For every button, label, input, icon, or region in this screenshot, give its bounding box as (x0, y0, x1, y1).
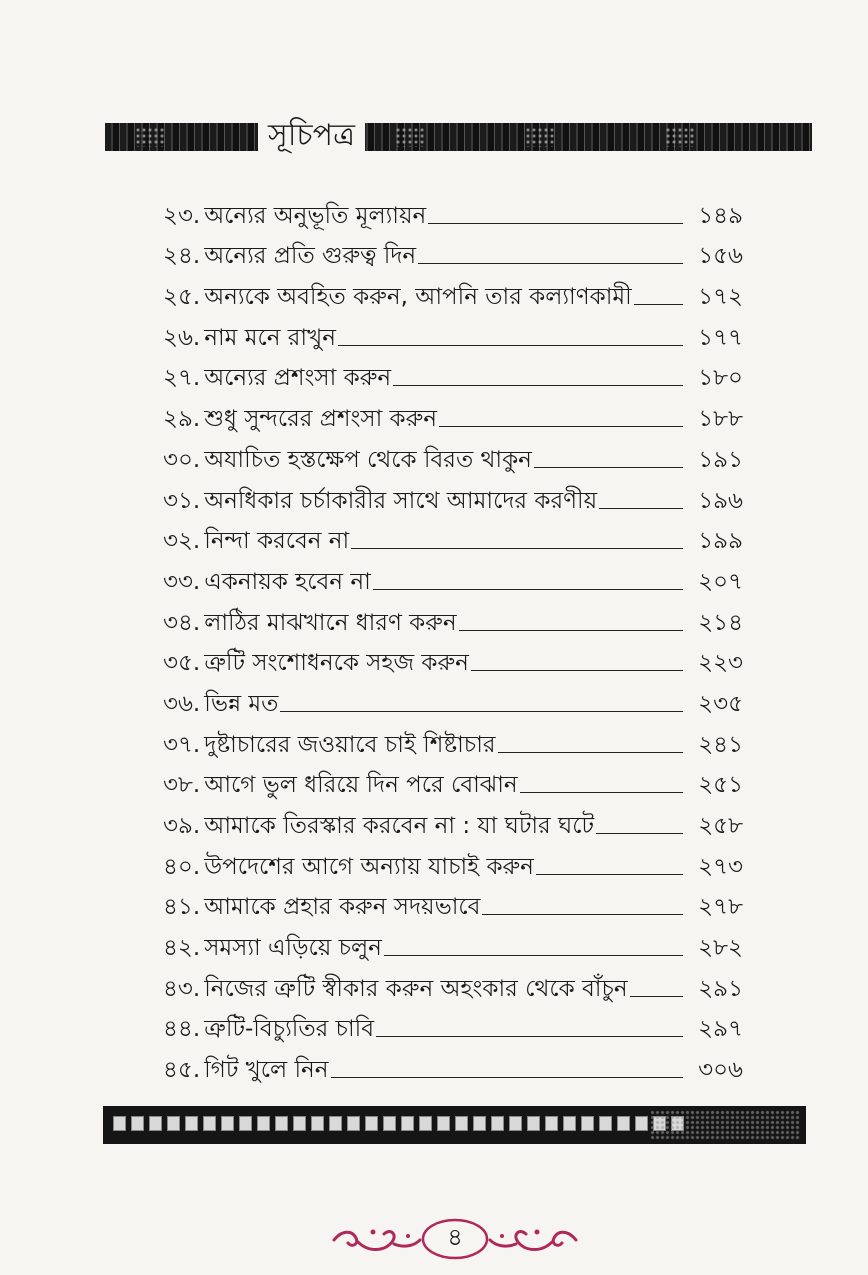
toc-entry (163, 963, 743, 1004)
toc-leader-line (599, 508, 683, 509)
toc-entry-title: নিজের ত্রুটি স্বীকার করুন অহংকার থেকে বাঁচুন (204, 975, 628, 1002)
toc-leader-line (338, 345, 683, 346)
footer-square-ornament (131, 1116, 144, 1131)
footer-square-ornament (203, 1116, 216, 1131)
toc-entry-page: ২৪১ (698, 731, 743, 758)
toc-entry-page: ২৫৮ (698, 813, 743, 839)
toc-leader-line (536, 874, 683, 875)
toc-entry-number: ৩৪. (163, 609, 201, 636)
toc-entry-page: ১৯৬ (698, 487, 743, 514)
toc-leader-line (373, 589, 683, 590)
toc-entry-title: নিন্দা করবেন না (204, 528, 350, 555)
footer-square-ornament (365, 1116, 378, 1131)
toc-entry (163, 190, 743, 231)
toc-leader-line (376, 1036, 683, 1037)
toc-entry-number: ৪৪. (163, 1016, 201, 1043)
toc-entry-number: ২৩. (163, 202, 201, 229)
footer-square-ornament (581, 1116, 594, 1131)
toc-entry (163, 271, 743, 312)
toc-entry-page: ২১৪ (698, 609, 743, 636)
toc-entry-title: দুষ্টাচারের জওয়াবে চাই শিষ্টাচার (204, 731, 496, 758)
toc-entry (163, 1004, 743, 1045)
toc-leader-line (520, 792, 683, 793)
footer-square-ornament (401, 1116, 414, 1131)
toc-entry-title: অন্যের প্রশংসা করুন (204, 365, 392, 392)
toc-entry-title: অন্যের অনুভূতি মূল্যায়ন (204, 202, 427, 229)
toc-leader-line (459, 630, 683, 631)
footer-decorative-band (103, 1106, 806, 1144)
toc-leader-line (418, 263, 683, 264)
toc-entry-number: ৩৬. (163, 690, 201, 717)
toc-entry-number: ২৯. (163, 406, 201, 433)
toc-entry-page: ১৭৭ (698, 324, 743, 351)
toc-leader-line (498, 752, 683, 753)
toc-entry-title: আমাকে তিরস্কার করবেন না : যা ঘটার ঘটে (204, 813, 594, 839)
toc-entry-number: ২৪. (163, 243, 201, 270)
footer-square-ornament (527, 1116, 540, 1131)
toc-entry (163, 475, 743, 516)
footer-square-ornament (185, 1116, 198, 1131)
footer-square-ornament (617, 1116, 630, 1131)
footer-square-ornament (383, 1116, 396, 1131)
toc-leader-line (534, 467, 683, 468)
toc-entry-page: ২৭৩ (698, 853, 743, 880)
page-title: সূচিপত্র (258, 114, 365, 158)
toc-entry (163, 841, 743, 882)
footer-square-ornament (545, 1116, 558, 1131)
toc-entry (163, 800, 743, 841)
toc-entry-number: ৩৮. (163, 772, 201, 799)
toc-entry (163, 760, 743, 801)
toc-entry-page: ৩০৬ (698, 1057, 743, 1084)
toc-entry-page: ২২৩ (698, 650, 743, 677)
footer-square-ornament (329, 1116, 342, 1131)
toc-entry (163, 231, 743, 272)
toc-entry (163, 516, 743, 557)
toc-entry-page: ১৭২ (698, 284, 743, 311)
toc-entry-title: অযাচিত হস্তক্ষেপ থেকে বিরত থাকুন (204, 446, 532, 473)
toc-entry-number: ৩৩. (163, 568, 201, 595)
toc-entry (163, 638, 743, 679)
footer-square-ornament (347, 1116, 360, 1131)
footer-square-ornament (221, 1116, 234, 1131)
toc-entry-title: শুধু সুন্দরের প্রশংসা করুন (204, 406, 438, 433)
footer-square-ornament (419, 1116, 432, 1131)
toc-entry-page: ১৯৯ (698, 528, 743, 555)
footer-square-ornament (257, 1116, 270, 1131)
toc-entry-page: ২৮২ (698, 935, 743, 962)
toc-entry-number: ৩০. (163, 446, 201, 473)
toc-entry-page: ২০৭ (698, 568, 743, 595)
toc-entry (163, 393, 743, 434)
footer-square-ornament (167, 1116, 180, 1131)
toc-entry-page: ১৮৮ (698, 406, 743, 433)
footer-square-ornament (563, 1116, 576, 1131)
toc-leader-line (280, 711, 683, 712)
toc-leader-line (471, 670, 683, 671)
toc-leader-line (384, 955, 683, 956)
toc-leader-line (630, 996, 683, 997)
toc-entry (163, 312, 743, 353)
toc-leader-line (351, 548, 683, 549)
footer-square-ornament (635, 1116, 648, 1131)
toc-entry-number: ৪১. (163, 894, 201, 921)
toc-entry-number: ৩২. (163, 528, 201, 555)
toc-leader-line (482, 914, 683, 915)
toc-leader-line (634, 304, 683, 305)
toc-leader-line (596, 833, 683, 834)
toc-leader-line (331, 1077, 684, 1078)
toc-entry-title: নাম মনে রাখুন (204, 324, 336, 351)
toc-entry-page: ১৯১ (698, 446, 743, 473)
footer-square-ornament (455, 1116, 468, 1131)
toc-entry (163, 1044, 743, 1085)
footer-square-ornament (239, 1116, 252, 1131)
toc-entry-title: আগে ভুল ধরিয়ে দিন পরে বোঝান (204, 772, 518, 799)
footer-square-ornament (113, 1116, 126, 1131)
toc-entry-page: ২৯১ (698, 975, 743, 1002)
toc-entry (163, 353, 743, 394)
toc-entry-title: ত্রুটি-বিচ্যুতির চাবি (204, 1016, 375, 1043)
toc-entry (163, 882, 743, 923)
toc-entry-page: ২৩৫ (698, 690, 743, 717)
toc-entry-number: ২৬. (163, 324, 201, 351)
toc-entry-title: অন্যের প্রতি গুরুত্ব দিন (204, 243, 417, 270)
toc-entry-number: ৩৫. (163, 650, 201, 677)
toc-entry (163, 922, 743, 963)
footer-square-ornament (509, 1116, 522, 1131)
footer-square-ornament (311, 1116, 324, 1131)
toc-entry-number: ৪২. (163, 935, 201, 962)
footer-square-ornament (437, 1116, 450, 1131)
toc-entry-title: অন্যকে অবহিত করুন, আপনি তার কল্যাণকামী (204, 284, 632, 311)
toc-entry (163, 434, 743, 475)
toc-entry-number: ৩১. (163, 487, 201, 514)
footer-square-ornament (491, 1116, 504, 1131)
toc-entry-title: গিট খুলে নিন (204, 1057, 329, 1084)
toc-entry-page: ২৭৮ (698, 894, 743, 921)
toc-entry (163, 719, 743, 760)
toc-entry-number: ৪৫. (163, 1057, 201, 1084)
footer-square-ornament (149, 1116, 162, 1131)
toc-entry (163, 597, 743, 638)
toc-entry-number: ৪৩. (163, 975, 201, 1002)
toc-entry-number: ৩৭. (163, 731, 201, 758)
toc-entry (163, 678, 743, 719)
toc-leader-line (439, 426, 683, 427)
toc-entry-title: আমাকে প্রহার করুন সদয়ভাবে (204, 894, 481, 921)
toc-entry-number: ২৫. (163, 284, 201, 311)
toc-entry-number: ৪০. (163, 853, 201, 880)
toc-entry-number: ২৭. (163, 365, 201, 392)
toc-entry-title: ভিন্ন মত (204, 690, 279, 717)
toc-entry-title: অনধিকার চর্চাকারীর সাথে আমাদের করণীয় (204, 487, 598, 514)
toc-entry (163, 556, 743, 597)
toc-entry-number: ৩৯. (163, 813, 201, 839)
footer-square-ornament (275, 1116, 288, 1131)
toc-entry-title: উপদেশের আগে অন্যায় যাচাই করুন (204, 853, 534, 880)
page-number: ৪ (447, 1223, 463, 1251)
toc-entry-title: সমস্যা এড়িয়ে চলুন (204, 935, 382, 962)
footer-square-ornament (473, 1116, 486, 1131)
toc-entry-page: ১৮০ (698, 365, 743, 392)
toc-entry-title: লাঠির মাঝখানে ধারণ করুন (204, 609, 457, 636)
toc-entry-page: ১৪৯ (698, 202, 743, 229)
toc-entry-title: একনায়ক হবেন না (204, 568, 371, 595)
toc-leader-line (428, 223, 683, 224)
toc-leader-line (393, 385, 683, 386)
table-of-contents (163, 190, 743, 1085)
toc-entry-page: ২৫১ (698, 772, 743, 799)
footer-square-ornament (293, 1116, 306, 1131)
header-decorative-band (105, 123, 812, 151)
footer-square-ornament (599, 1116, 612, 1131)
toc-entry-title: ত্রুটি সংশোধনকে সহজ করুন (204, 650, 469, 677)
toc-entry-page: ২৯৭ (698, 1016, 743, 1043)
toc-entry-page: ১৫৬ (698, 243, 743, 270)
